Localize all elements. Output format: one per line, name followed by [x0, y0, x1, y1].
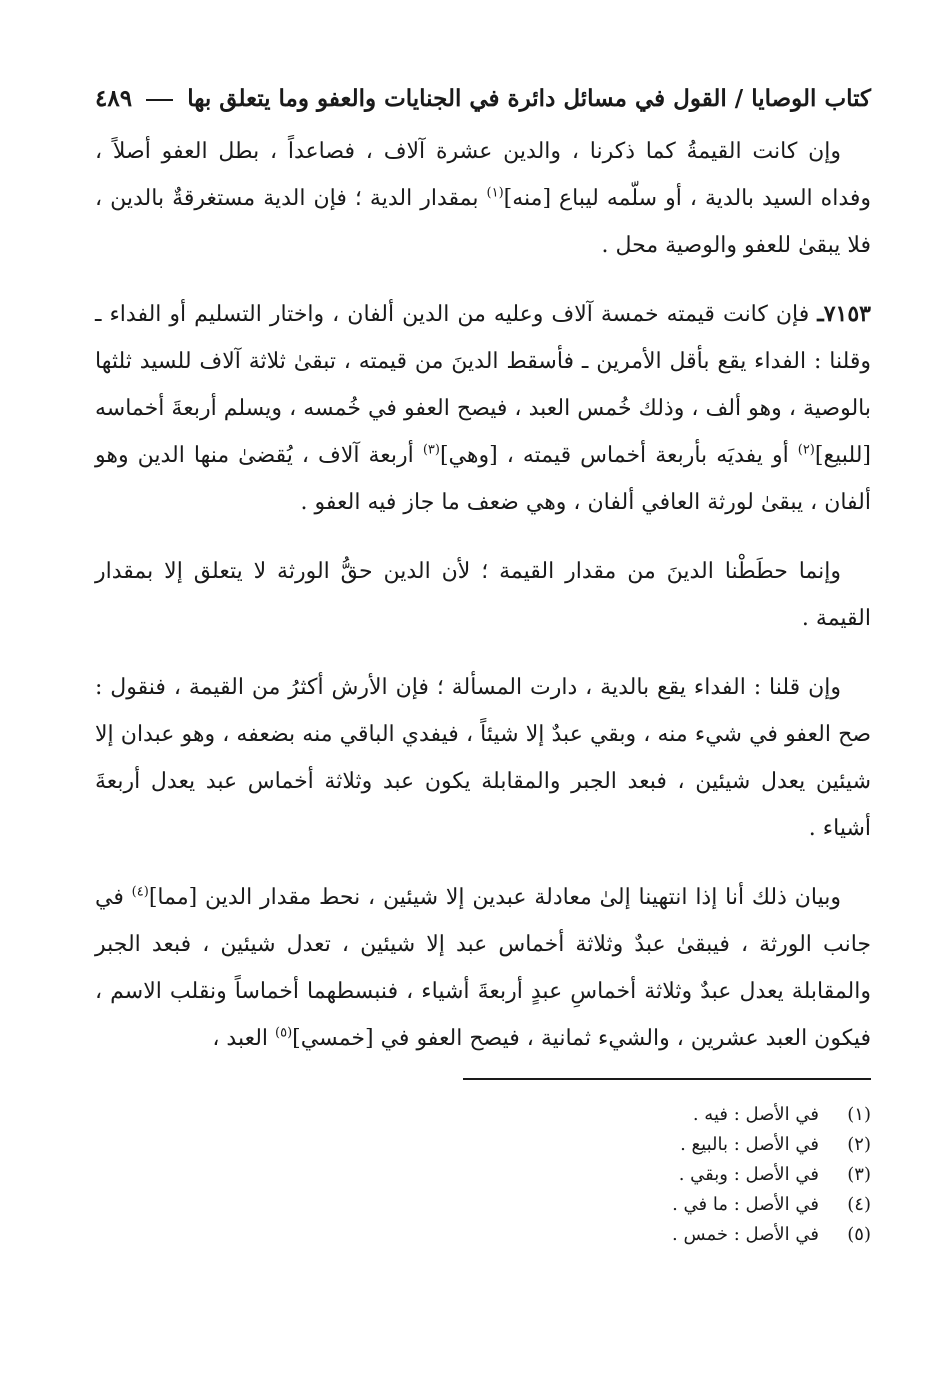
- footnote-number: (٤): [847, 1194, 871, 1215]
- footnote-item: [95, 1130, 871, 1160]
- footnote-item: [95, 1220, 871, 1250]
- footnote-text: في الأصل : ما في .: [672, 1194, 819, 1215]
- footnote-text: في الأصل : بالبيع .: [680, 1134, 819, 1155]
- footnote-ref: (٣): [422, 442, 440, 458]
- header-title: كتاب الوصايا / القول في مسائل دائرة في الجنايات والعفو وما يتعلق بها: [187, 84, 871, 112]
- paragraph-1: [95, 128, 871, 269]
- paragraph-text: أو يفديَه بأربعة أخماس قيمته ، [وهي]: [439, 443, 798, 468]
- paragraph-5: [95, 874, 871, 1062]
- page-number: ٤٨٩: [95, 84, 133, 112]
- footnote-item: [95, 1190, 871, 1220]
- paragraph-3: [95, 548, 871, 642]
- paragraph-text: في جانب الورثة ، فيبقىٰ عبدٌ وثلاثة أخماس عبد إلا شيئين ، تعدل شيئين ، فبعد الجبر والمقابلة يعدل عبدٌ وثلاثة أخماسِ عبدٍ أربعةَ أشياء ، فنبسطهما أخماساً ونقلب الاسم ، فيكون العبد عشرين ، والشيء ثمانية ، فيصح العفو في [خمسي]: [95, 885, 871, 1051]
- footnote-separator: [463, 1078, 871, 1080]
- paragraph-text: بمقدار الدية ؛ فإن الدية مستغرقةٌ بالدين ، فلا يبقىٰ للعفو والوصية محل .: [95, 186, 871, 258]
- paragraph-text: أربعة آلاف ، يُقضىٰ منها الدين وهو ألفان ، يبقىٰ لورثة العافي ألفان ، وهي ضعف ما جاز فيه العفو .: [95, 443, 871, 515]
- footnotes: [95, 1100, 871, 1250]
- paragraph-text: العبد ،: [212, 1026, 276, 1051]
- paragraph-text: وبيان ذلك أنا إذا انتهينا إلىٰ معادلة عبدين إلا شيئين ، نحط مقدار الدين [مما]: [148, 885, 841, 910]
- header-dash: [146, 99, 173, 101]
- footnote-ref: (٢): [797, 442, 815, 458]
- paragraph-text: وإنما حطَطْنا الدينَ من مقدار القيمة ؛ لأن الدين حقُّ الورثة لا يتعلق إلا بمقدار القيمة .: [95, 559, 871, 631]
- paragraph-text: وإن قلنا : الفداء يقع بالدية ، دارت المسألة ؛ فإن الأرش أكثرُ من القيمة ، فنقول : صح العفو في شيء منه ، وبقي عبدٌ إلا شيئاً ، فيفدي الباقي منه بضعفه ، وهو عبدان إلا شيئين يعدل شيئين ، فبعد الجبر والمقابلة يكون عبد وثلاثة أخماس عبد يعدل أربعةَ أشياء .: [95, 675, 871, 841]
- paragraph-text: فإن كانت قيمته خمسة آلاف وعليه من الدين ألفان ، واختار التسليم أو الفداء ـ وقلنا : الفداء يقع بأقل الأمرين ـ فأسقط الدينَ من قيمته ، تبقىٰ ثلاثة آلاف للسيد ثلثها بالوصية ، وهو ألف ، وذلك خُمس العبد ، فيصح العفو في خُمسه ، ويسلم أربعةَ أخماسه [للبيع]: [95, 302, 872, 468]
- footnote-text: في الأصل : وبقي .: [678, 1164, 819, 1185]
- footnote-ref: (٥): [275, 1025, 293, 1041]
- paragraph-2: [95, 291, 871, 526]
- footnote-number: (١): [847, 1104, 871, 1125]
- footnote-text: في الأصل : فيه .: [692, 1104, 819, 1125]
- paragraph-text: وإن كانت القيمةُ كما ذكرنا ، والدين عشرة آلاف ، فصاعداً ، بطل العفو أصلاً ، وفداه السيد بالدية ، أو سلّمه ليباع [منه]: [95, 139, 872, 211]
- footnote-item: [95, 1100, 871, 1130]
- footnote-number: (٥): [847, 1224, 871, 1245]
- paragraph-4: [95, 664, 871, 852]
- main-text: [95, 128, 871, 1084]
- footnote-text: في الأصل : خمس .: [672, 1224, 819, 1245]
- running-header: [95, 78, 871, 118]
- section-number: ٧١٥٣ـ: [817, 301, 871, 327]
- footnote-ref: (١): [486, 185, 504, 201]
- footnote-number: (٢): [847, 1134, 871, 1155]
- footnote-item: [95, 1160, 871, 1190]
- footnote-ref: (٤): [131, 884, 149, 900]
- footnote-number: (٣): [847, 1164, 871, 1185]
